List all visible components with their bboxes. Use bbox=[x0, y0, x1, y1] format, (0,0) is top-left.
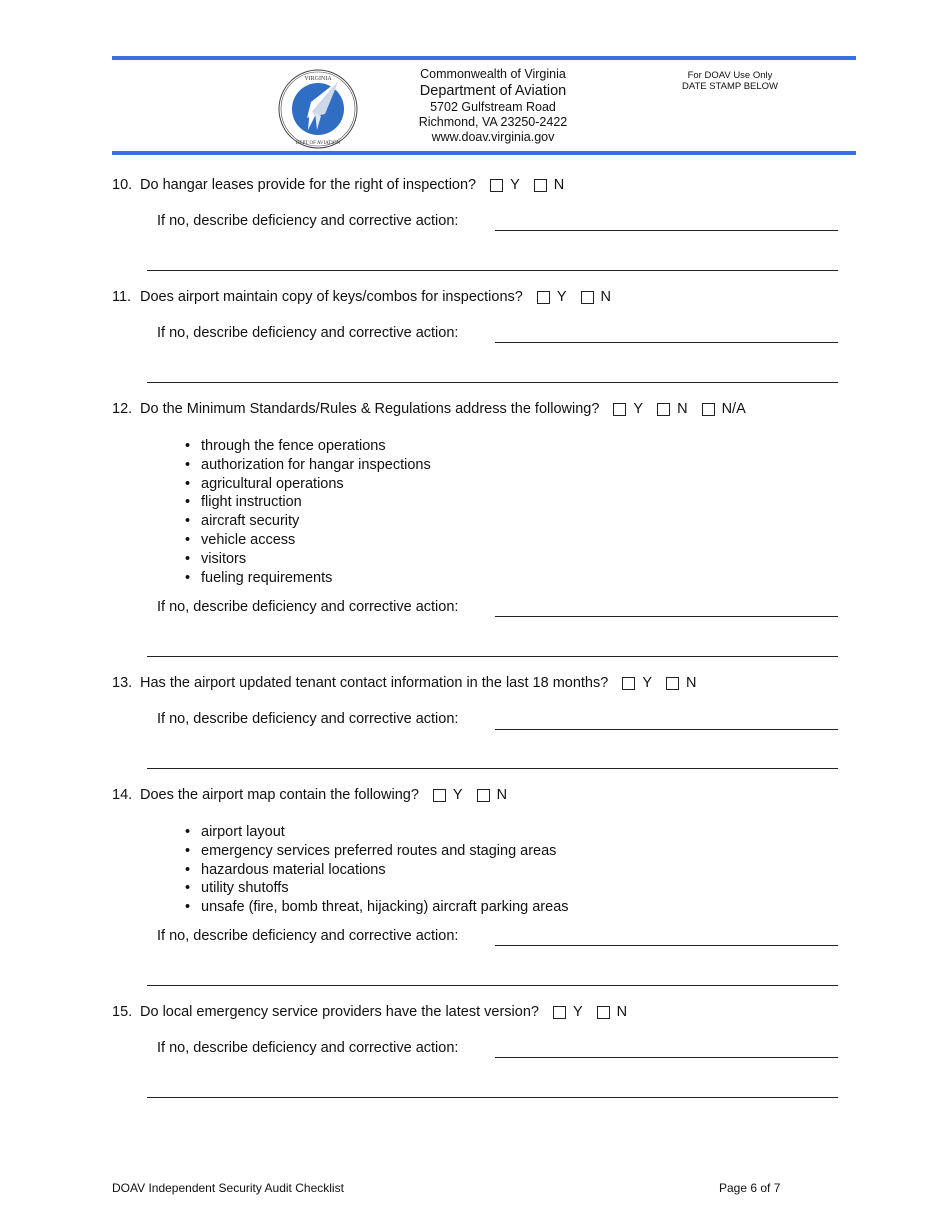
deficiency-input-line-2[interactable] bbox=[147, 1097, 838, 1098]
header-bottom-rule bbox=[112, 151, 856, 155]
option-label: Y bbox=[510, 177, 520, 193]
list-item: • vehicle access bbox=[175, 531, 431, 550]
checkbox-no[interactable] bbox=[666, 677, 679, 690]
option-label: N bbox=[677, 401, 688, 417]
option-label: N bbox=[553, 177, 565, 193]
list-item: • fueling requirements bbox=[175, 569, 431, 588]
question-text: Does airport maintain copy of keys/combos for inspections? bbox=[140, 289, 523, 305]
doav-use-only-label: For DOAV Use Only bbox=[687, 70, 773, 81]
option-label: N/A bbox=[721, 401, 746, 417]
deficiency-input-line[interactable] bbox=[495, 616, 838, 617]
deficiency-input-line[interactable] bbox=[495, 342, 838, 343]
deficiency-input-line-2[interactable] bbox=[147, 382, 838, 383]
header-website: www.doav.virginia.gov bbox=[431, 130, 555, 144]
doav-use-only-block bbox=[660, 70, 800, 92]
doav-seal-logo bbox=[277, 68, 359, 150]
question-11 bbox=[112, 289, 611, 305]
footer-document-title: DOAV Independent Security Audit Checklist bbox=[112, 1181, 344, 1195]
list-item: • flight instruction bbox=[175, 493, 431, 512]
question-text: Do hangar leases provide for the right of inspection? bbox=[140, 177, 477, 193]
deficiency-input-line-2[interactable] bbox=[147, 768, 838, 769]
deficiency-input-line-2[interactable] bbox=[147, 985, 838, 986]
list-item: • through the fence operations bbox=[175, 437, 431, 456]
footer-page-number: Page 6 of 7 bbox=[719, 1181, 781, 1195]
deficiency-label: If no, describe deficiency and corrective action: bbox=[157, 1040, 459, 1056]
question-15 bbox=[112, 1004, 627, 1020]
question-number: 13. bbox=[112, 675, 133, 691]
deficiency-input-line-2[interactable] bbox=[147, 270, 838, 271]
option-label: N bbox=[685, 675, 697, 691]
option-label: Y bbox=[633, 401, 644, 417]
header-department: Department of Aviation bbox=[419, 83, 567, 99]
list-item: • utility shutoffs bbox=[175, 879, 569, 898]
option-label: Y bbox=[556, 289, 567, 305]
checkbox-no[interactable] bbox=[581, 291, 594, 304]
deficiency-label: If no, describe deficiency and corrective action: bbox=[157, 711, 459, 727]
bullet-list-q14 bbox=[175, 823, 569, 917]
question-text: Does the airport map contain the following? bbox=[140, 787, 419, 803]
question-text: Do the Minimum Standards/Rules & Regulations address the following? bbox=[140, 401, 600, 417]
question-14 bbox=[112, 787, 507, 803]
header-commonwealth: Commonwealth of Virginia bbox=[420, 67, 566, 81]
checkbox-na[interactable] bbox=[702, 403, 715, 416]
question-number: 15. bbox=[112, 1004, 133, 1020]
header-top-rule bbox=[112, 56, 856, 60]
checkbox-no[interactable] bbox=[477, 789, 490, 802]
question-13 bbox=[112, 675, 696, 691]
question-number: 12. bbox=[112, 401, 133, 417]
list-item: • unsafe (fire, bomb threat, hijacking) aircraft parking areas bbox=[175, 898, 569, 917]
question-10 bbox=[112, 177, 564, 193]
question-text: Has the airport updated tenant contact information in the last 18 months? bbox=[140, 675, 609, 691]
question-12 bbox=[112, 401, 746, 417]
question-number: 10. bbox=[112, 177, 133, 193]
list-item: • agricultural operations bbox=[175, 475, 431, 494]
question-number: 11. bbox=[112, 289, 132, 305]
svg-text:VIRGINIA: VIRGINIA bbox=[304, 76, 332, 82]
date-stamp-label: DATE STAMP BELOW bbox=[681, 81, 779, 92]
option-label: Y bbox=[642, 675, 652, 691]
header-address-block bbox=[393, 67, 593, 145]
deficiency-input-line[interactable] bbox=[495, 729, 838, 730]
list-item: • emergency services preferred routes and staging areas bbox=[175, 842, 569, 861]
header-city: Richmond, VA 23250-2422 bbox=[418, 115, 568, 129]
list-item: • hazardous material locations bbox=[175, 861, 569, 880]
option-label: N bbox=[600, 289, 611, 305]
checkbox-yes[interactable] bbox=[553, 1006, 566, 1019]
deficiency-label: If no, describe deficiency and corrective action: bbox=[157, 928, 459, 944]
deficiency-input-line[interactable] bbox=[495, 945, 838, 946]
list-item: • aircraft security bbox=[175, 512, 431, 531]
list-item: • visitors bbox=[175, 550, 431, 569]
checkbox-yes[interactable] bbox=[622, 677, 635, 690]
question-text: Do local emergency service providers have the latest version? bbox=[140, 1004, 539, 1020]
deficiency-label: If no, describe deficiency and corrective action: bbox=[157, 325, 459, 341]
option-label: N bbox=[616, 1004, 628, 1020]
deficiency-input-line[interactable] bbox=[495, 1057, 838, 1058]
checkbox-no[interactable] bbox=[657, 403, 670, 416]
option-label: Y bbox=[452, 787, 463, 803]
svg-text:DEPT OF AVIATION: DEPT OF AVIATION bbox=[295, 141, 341, 146]
deficiency-label: If no, describe deficiency and corrective action: bbox=[157, 599, 459, 615]
list-item: • authorization for hangar inspections bbox=[175, 456, 431, 475]
question-number: 14. bbox=[112, 787, 133, 803]
deficiency-input-line-2[interactable] bbox=[147, 656, 838, 657]
option-label: Y bbox=[572, 1004, 583, 1020]
checkbox-yes[interactable] bbox=[613, 403, 626, 416]
deficiency-label: If no, describe deficiency and corrective action: bbox=[157, 213, 459, 229]
deficiency-input-line[interactable] bbox=[495, 230, 838, 231]
list-item: • airport layout bbox=[175, 823, 569, 842]
checkbox-no[interactable] bbox=[597, 1006, 610, 1019]
bullet-list-q12 bbox=[175, 437, 431, 587]
header-street: 5702 Gulfstream Road bbox=[430, 100, 556, 114]
checkbox-yes[interactable] bbox=[537, 291, 550, 304]
option-label: N bbox=[496, 787, 508, 803]
checkbox-yes[interactable] bbox=[490, 179, 503, 192]
checkbox-no[interactable] bbox=[534, 179, 547, 192]
checkbox-yes[interactable] bbox=[433, 789, 446, 802]
